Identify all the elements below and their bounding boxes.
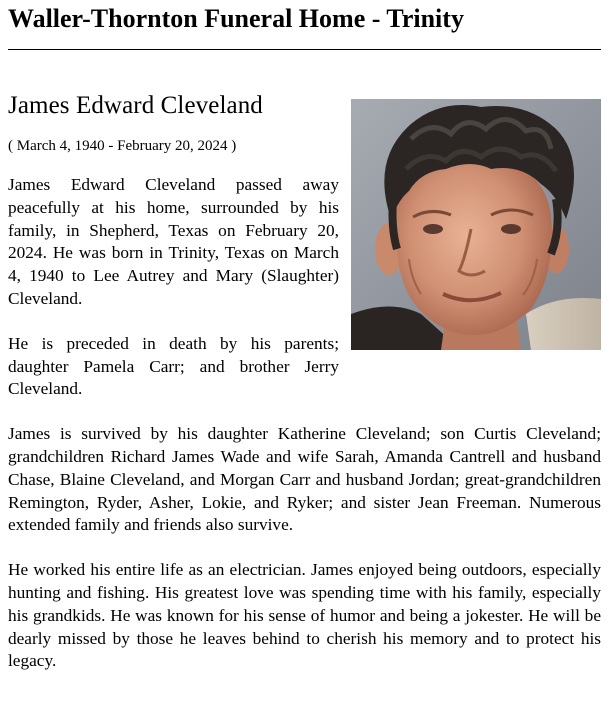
obituary-paragraph-preceded: He is preceded in death by his parents; daughter Pamela Carr; and brother Jerry Cleveland. — [8, 333, 339, 399]
obituary-paragraph-birth: James Edward Cleveland passed away peacefully at his home, surrounded by his family, in Shepherd, Texas on February 20, 2024. He was born in Trinity, Texas on March 4, 1940 to Lee Autrey and Mary (Slaughter) Cleveland. — [8, 175, 339, 308]
header-divider — [8, 49, 601, 50]
deceased-name: James Edward Cleveland — [8, 92, 263, 119]
obituary-content — [8, 88, 601, 695]
site-title: Waller-Thornton Funeral Home - Trinity — [8, 4, 464, 33]
obituary-paragraph-life: He worked his entire life as an electrician. James enjoyed being outdoors, especially hunting and fishing. His greatest love was spending time with his family, especially his grandkids. He was known for his sense of humor and being a jokester. He will be dearly missed by those he leaves behind to cherish his memory and to protect his legacy. — [8, 560, 601, 671]
obituary-paragraph-survived: James is survived by his daughter Katherine Cleveland; son Curtis Cleveland; grandchildren Richard James Wade and wife Sarah, Amanda Cantrell and husband Chase, Blaine Cleveland, and Morgan Carr and husband Jordan; great-grandchildren Remington, Ryder, Asher, Lokie, and Ryker; and sister Jean Freeman. Numerous extended family and friends also survive. — [8, 424, 601, 535]
life-dates: ( March 4, 1940 - February 20, 2024 ) — [8, 138, 237, 154]
obituary-portrait-photo — [351, 99, 601, 350]
